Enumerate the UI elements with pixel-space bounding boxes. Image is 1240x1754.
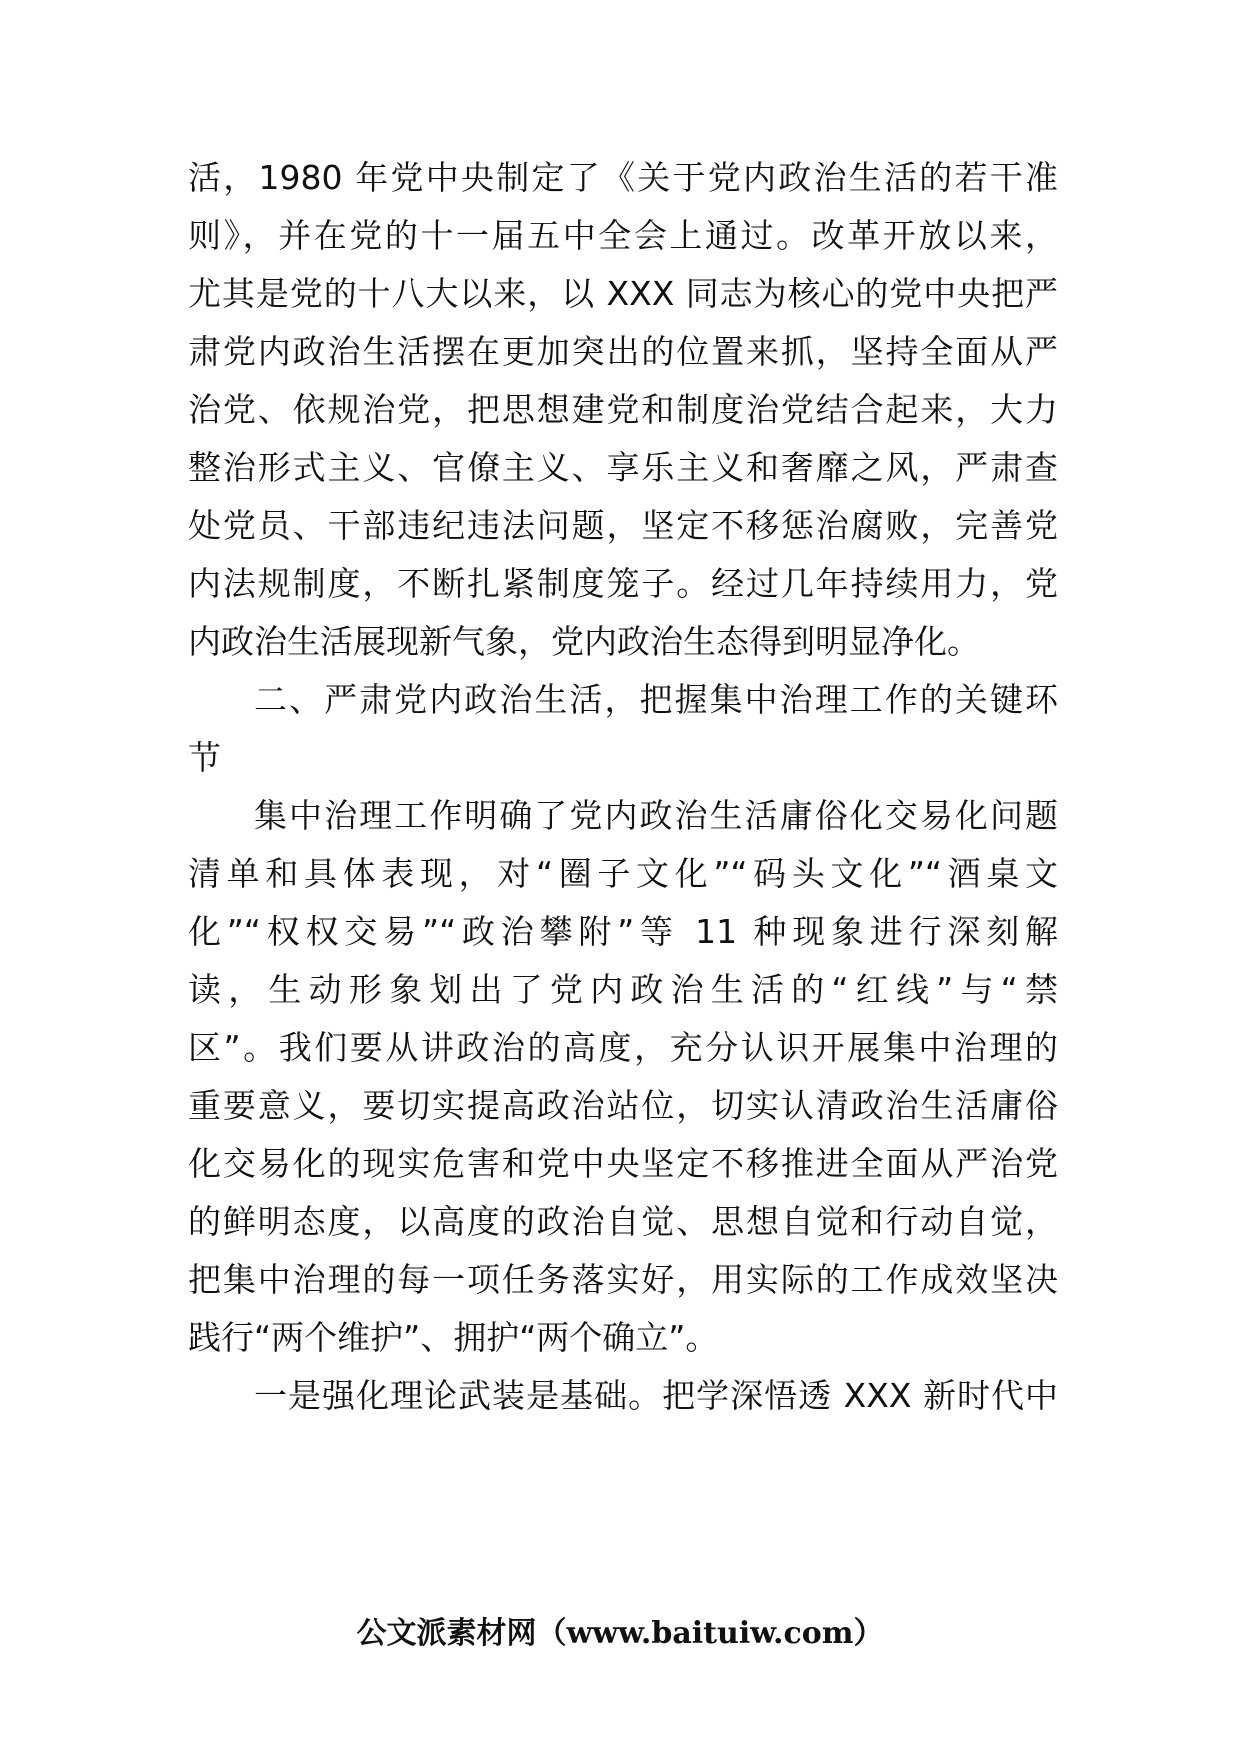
paragraph-line: 活，1980 年党中央制定了《关于党内政治生活的若干准 [188, 158, 1058, 197]
paragraph-line: 践行“两个维护”、拥护“两个确立”。 [188, 1318, 719, 1357]
paragraph-line: 重要意义，要切实提高政治站位，切实认清政治生活庸俗 [188, 1086, 1058, 1125]
paragraph-line: 的鲜明态度，以高度的政治自觉、思想自觉和行动自觉， [188, 1202, 1058, 1241]
paragraph-line: 化”“权权交易”“政治攀附”等 11 种现象进行深刻解 [188, 912, 1058, 951]
paragraph-line: 把集中治理的每一项任务落实好，用实际的工作成效坚决 [188, 1260, 1058, 1299]
paragraph-line: 一是强化理论武装是基础。把学深悟透 XXX 新时代中 [254, 1376, 1058, 1415]
paragraph-line: 内政治生活展现新气象，党内政治生态得到明显净化。 [188, 622, 980, 661]
paragraph-line: 内法规制度，不断扎紧制度笼子。经过几年持续用力，党 [188, 564, 1058, 603]
paragraph-line: 清单和具体表现，对“圈子文化”“码头文化”“酒桌文 [188, 854, 1058, 893]
paragraph-line: 处党员、干部违纪违法问题，坚定不移惩治腐败，完善党 [188, 506, 1058, 545]
paragraph-line: 化交易化的现实危害和党中央坚定不移推进全面从严治党 [188, 1144, 1058, 1183]
section-heading-line: 节 [188, 738, 221, 777]
paragraph-line: 整治形式主义、官僚主义、享乐主义和奢靡之风，严肃查 [188, 448, 1058, 487]
paragraph-line: 读，生动形象划出了党内政治生活的“红线”与“禁 [188, 970, 1058, 1009]
paragraph-line: 肃党内政治生活摆在更加突出的位置来抓，坚持全面从严 [188, 332, 1058, 371]
paragraph-line: 治党、依规治党，把思想建党和制度治党结合起来，大力 [188, 390, 1058, 429]
paragraph-line: 集中治理工作明确了党内政治生活庸俗化交易化问题 [254, 796, 1058, 835]
paragraph-line: 则》，并在党的十一届五中全会上通过。改革开放以来， [188, 216, 1058, 255]
paragraph-line: 区”。我们要从讲政治的高度，充分认识开展集中治理的 [188, 1028, 1058, 1067]
footer-watermark: 公文派素材网（www.baituiw.com） [356, 1616, 884, 1651]
section-heading-line: 二、严肃党内政治生活，把握集中治理工作的关键环 [254, 680, 1058, 719]
paragraph-line: 尤其是党的十八大以来，以 XXX 同志为核心的党中央把严 [188, 274, 1058, 313]
